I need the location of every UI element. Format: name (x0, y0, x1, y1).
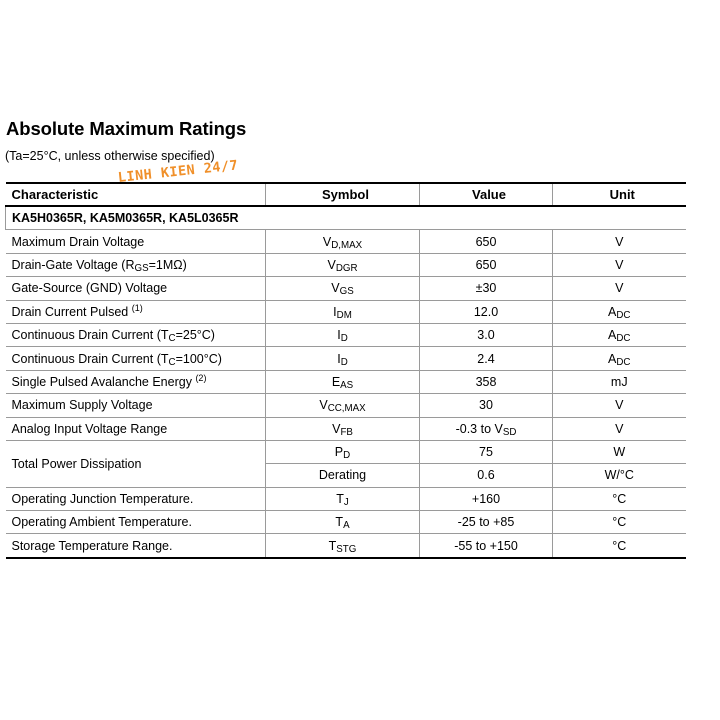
value-cell: -0.3 to $V_{SD}$ (420, 417, 553, 440)
value-cell: +160 (420, 487, 553, 510)
symbol-cell: $V_{CC,MAX}$ (266, 394, 420, 417)
symbol-cell: $V_{D,MAX}$ (266, 230, 420, 253)
value-cell: -25 to +85 (420, 511, 553, 534)
characteristic-cell: Single Pulsed Avalanche Energy $^{(2)}$ (6, 370, 266, 393)
unit-cell: V (553, 230, 686, 253)
group-label: KA5H0365R, KA5M0365R, KA5L0365R (6, 206, 686, 230)
value-cell: ±30 (420, 277, 553, 300)
conditions-note: (Ta=25°C, unless otherwise specified) (5, 149, 215, 163)
characteristic-cell: Operating Junction Temperature. (6, 487, 266, 510)
characteristic-cell: Analog Input Voltage Range (6, 417, 266, 440)
value-cell: 0.6 (420, 464, 553, 487)
watermark-stamp: LINH KIEN 24/7 (117, 157, 239, 186)
unit-cell: V (553, 253, 686, 276)
unit-cell: V (553, 394, 686, 417)
symbol-cell: $V_{GS}$ (266, 277, 420, 300)
symbol-cell: $I_D$ (266, 347, 420, 370)
value-cell: 358 (420, 370, 553, 393)
characteristic-cell: Continuous Drain Current $(T_C=100^\circ C)$ (6, 347, 266, 370)
characteristic-cell: Maximum Drain Voltage (6, 230, 266, 253)
table-row (6, 300, 686, 323)
ratings-table (5, 182, 686, 559)
unit-cell: W (553, 440, 686, 463)
value-cell: 3.0 (420, 323, 553, 346)
value-cell: 12.0 (420, 300, 553, 323)
symbol-cell: $T_A$ (266, 511, 420, 534)
table-row (6, 277, 686, 300)
table-header-row (6, 183, 686, 206)
table-row (6, 440, 686, 463)
table-row (6, 253, 686, 276)
symbol-cell: $P_D$ (266, 440, 420, 463)
column-header-unit: Unit (553, 183, 686, 206)
value-cell: 650 (420, 230, 553, 253)
value-cell: 650 (420, 253, 553, 276)
table-row (6, 370, 686, 393)
column-header-characteristic: Characteristic (6, 183, 266, 206)
symbol-cell: $T_J$ (266, 487, 420, 510)
characteristic-cell: Operating Ambient Temperature. (6, 511, 266, 534)
table-row (6, 487, 686, 510)
characteristic-cell: Total Power Dissipation (6, 440, 266, 487)
unit-cell: $A_{DC}$ (553, 323, 686, 346)
unit-cell: $A_{DC}$ (553, 300, 686, 323)
symbol-cell: Derating (266, 464, 420, 487)
table-row (6, 394, 686, 417)
characteristic-cell: Drain Current Pulsed $^{(1)}$ (6, 300, 266, 323)
characteristic-cell: Continuous Drain Current $(T_C=25^\circ C)$ (6, 323, 266, 346)
unit-cell: °C (553, 487, 686, 510)
unit-cell: V (553, 277, 686, 300)
unit-cell: mJ (553, 370, 686, 393)
value-cell: -55 to +150 (420, 534, 553, 558)
unit-cell: °C (553, 511, 686, 534)
characteristic-cell: Maximum Supply Voltage (6, 394, 266, 417)
table-row (6, 534, 686, 558)
symbol-cell: $V_{FB}$ (266, 417, 420, 440)
page-title: Absolute Maximum Ratings (6, 118, 247, 139)
column-header-symbol: Symbol (266, 183, 420, 206)
table-row (6, 417, 686, 440)
characteristic-cell: Storage Temperature Range. (6, 534, 266, 558)
symbol-cell: $V_{DGR}$ (266, 253, 420, 276)
symbol-cell: $T_{STG}$ (266, 534, 420, 558)
value-cell: 75 (420, 440, 553, 463)
table-row (6, 347, 686, 370)
table-row (6, 230, 686, 253)
unit-cell: °C (553, 534, 686, 558)
characteristic-cell: Drain-Gate Voltage $(R_{GS}=1M\Omega)$ (6, 253, 266, 276)
column-header-value: Value (420, 183, 553, 206)
unit-cell: $A_{DC}$ (553, 347, 686, 370)
symbol-cell: $E_{AS}$ (266, 370, 420, 393)
table-row (6, 511, 686, 534)
table-row (6, 323, 686, 346)
unit-cell: W/°C (553, 464, 686, 487)
unit-cell: V (553, 417, 686, 440)
value-cell: 30 (420, 394, 553, 417)
symbol-cell: $I_{DM}$ (266, 300, 420, 323)
characteristic-cell: Gate-Source (GND) Voltage (6, 277, 266, 300)
symbol-cell: $I_D$ (266, 323, 420, 346)
group-row (6, 206, 686, 230)
value-cell: 2.4 (420, 347, 553, 370)
